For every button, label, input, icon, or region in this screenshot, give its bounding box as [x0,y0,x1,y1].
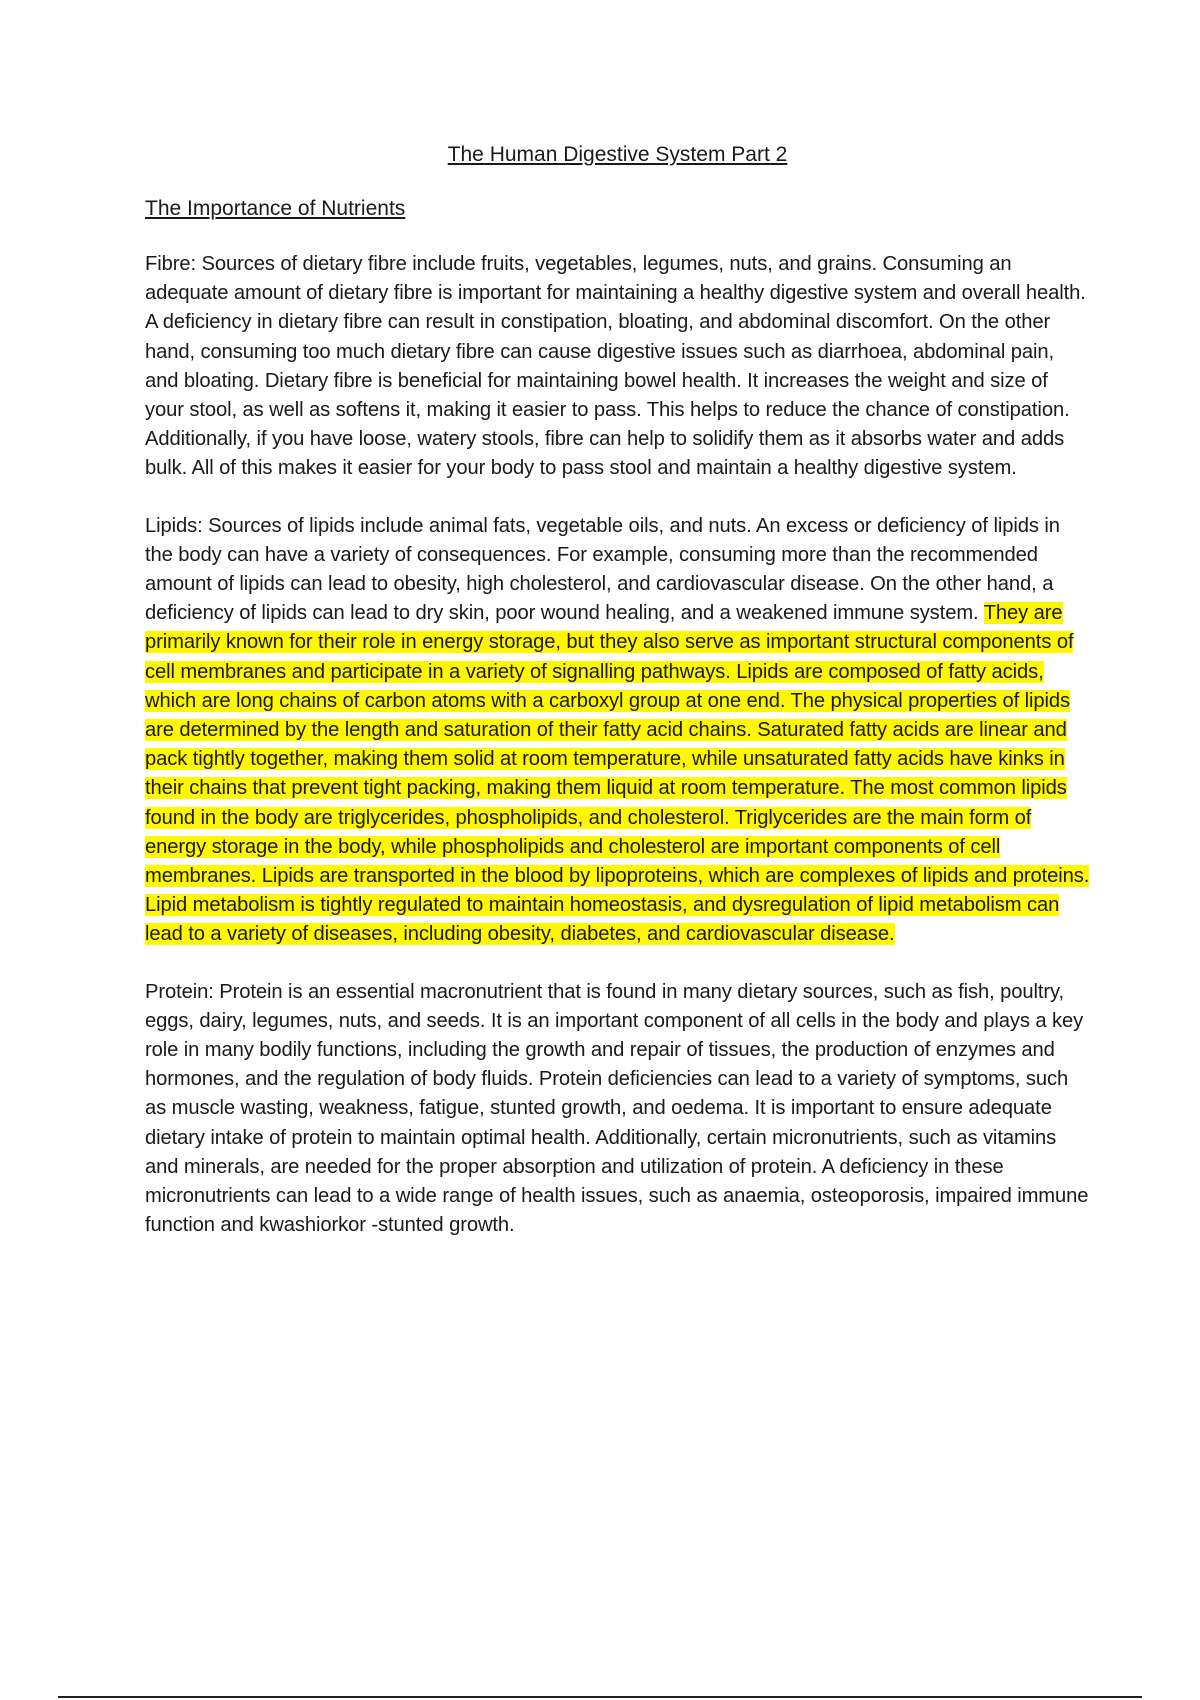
paragraph-lipids [145,512,1090,950]
document-page [145,140,1090,1269]
paragraph-protein: Protein: Protein is an essential macronutrient that is found in many dietary sources, such as fish, poultry, eggs, dairy, legumes, nuts, and seeds. It is an important component of all cells in the body and plays a key role in many bodily functions, including the growth and repair of tissues, the production of enzymes and hormones, and the regulation of body fluids. Protein deficiencies can lead to a variety of symptoms, such as muscle wasting, weakness, fatigue, stunted growth, and oedema. It is important to ensure adequate dietary intake of protein to maintain optimal health. Additionally, certain micronutrients, such as vitamins and minerals, are needed for the proper absorption and utilization of protein. A deficiency in these micronutrients can lead to a wide range of health issues, such as anaemia, osteoporosis, impaired immune function and kwashiorkor -stunted growth. [145,980,1089,1237]
paragraph-fibre: Fibre: Sources of dietary fibre include fruits, vegetables, legumes, nuts, and grains. Consuming an adequate amount of dietary fibre is important for maintaining a healthy digestive system and overall health. A deficiency in dietary fibre can result in constipation, bloating, and abdominal discomfort. On the other hand, consuming too much dietary fibre can cause digestive issues such as diarrhoea, abdominal pain, and bloating. Dietary fibre is beneficial for maintaining bowel health. It increases the weight and size of your stool, as well as softens it, making it easier to pass. This helps to reduce the chance of constipation. Additionally, if you have loose, watery stools, fibre can help to solidify them as it absorbs water and adds bulk. All of this makes it easier for your body to pass stool and maintain a healthy digestive system. [145,253,1086,480]
highlighted-text: They are primarily known for their role in energy storage, but they also serve as important structural components of cell membranes and participate in a variety of signalling pathways. Lipids are composed of fatty acids, which are long chains of carbon atoms with a carboxyl group at one end. The physical properties of lipids are determined by the length and saturation of their fatty acid chains. Saturated fatty acids are linear and pack tightly together, making them solid at room temperature, while unsaturated fatty acids have kinks in their chains that prevent tight packing, making them liquid at room temperature. The most common lipids found in the body are triglycerides, phospholipids, and cholesterol. Triglycerides are the main form of energy storage in the body, while phospholipids and cholesterol are important components of cell membranes. Lipids are transported in the blood by lipoproteins, which are complexes of lipids and proteins. Lipid metabolism is tightly regulated to maintain homeostasis, and dysregulation of lipid metabolism can lead to a variety of diseases, including obesity, diabetes, and cardiovascular disease. [145,602,1090,946]
page-bottom-divider [58,1696,1142,1698]
section-heading: The Importance of Nutrients [145,197,406,220]
lipids-plain-text: Lipids: Sources of lipids include animal fats, vegetable oils, and nuts. An excess or deficiency of lipids in the body can have a variety of consequences. For example, consuming more than the recommended amount of lipids can lead to obesity, high cholesterol, and cardiovascular disease. On the other hand, a deficiency of lipids can lead to dry skin, poor wound healing, and a weakened immune system. [145,514,1060,625]
document-title: The Human Digestive System Part 2 [447,143,788,166]
